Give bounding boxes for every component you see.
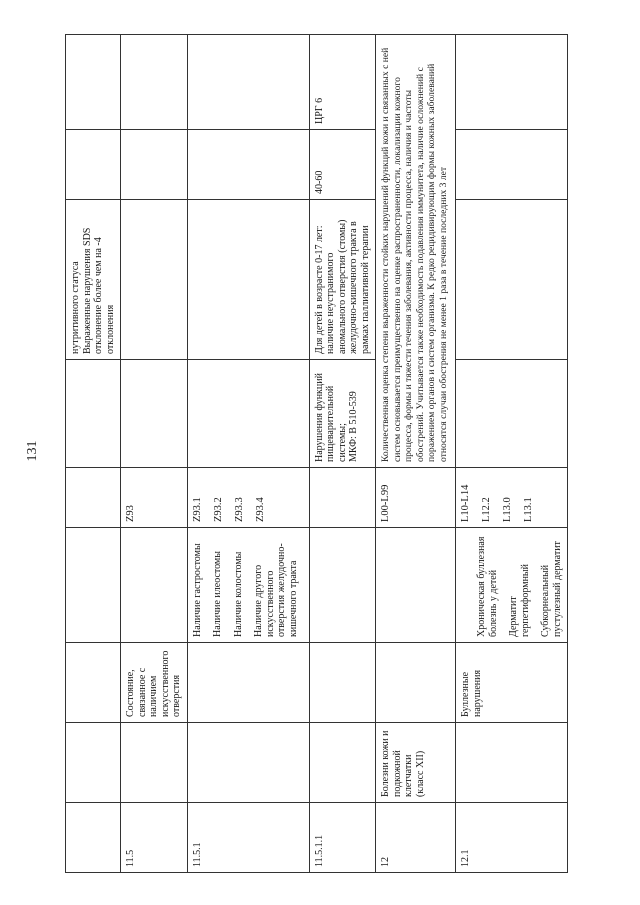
icd-code: Z93.3 [233, 497, 245, 522]
cell-percent [121, 130, 188, 200]
icd-code: Z93.4 [254, 497, 266, 522]
cell-class [187, 723, 309, 803]
icd-code: L12.2 [481, 497, 493, 522]
disease-item: Наличие гастростомы [191, 543, 203, 637]
cell-codes [187, 468, 309, 528]
icd-code: Z93.2 [212, 497, 224, 522]
cell-group: Состояние, связанное с наличием искусственного отверстия [121, 643, 188, 723]
disease-item: Наличие колостомы [232, 551, 244, 637]
cell-class [121, 723, 188, 803]
cell-criteria [187, 200, 309, 360]
icd-code: L00-L99 [380, 484, 391, 522]
cell-diseases [121, 528, 188, 643]
cell-num: 11.5 [121, 803, 188, 873]
cell-diseases [456, 528, 568, 643]
cell-percent [456, 130, 568, 200]
cell-num: 11.5.1.1 [309, 803, 376, 873]
disease-item: Дерматит герпетиформный [508, 564, 531, 637]
cell-percent [187, 130, 309, 200]
cell-diseases [376, 528, 456, 643]
cell-criteria: нутритивного статуса Выраженные нарушения SDS отклонение более чем на -4 отклонения [66, 200, 121, 360]
cell-parameter [456, 35, 568, 130]
icd-code: Z93 [125, 505, 136, 522]
cell-group [187, 643, 309, 723]
cell-parameter [187, 35, 309, 130]
cell-codes [456, 468, 568, 528]
cell-group [66, 643, 121, 723]
cell-percent: 40-60 [309, 130, 376, 200]
cell-parameter [66, 35, 121, 130]
cell-codes [309, 468, 376, 528]
table-row [376, 35, 456, 873]
cell-diseases [66, 528, 121, 643]
cell-num: 12.1 [456, 803, 568, 873]
cell-parameter: ЦРГ 6 [309, 35, 376, 130]
cell-class [309, 723, 376, 803]
table-row [121, 35, 188, 873]
table-row [456, 35, 568, 873]
table-row [187, 35, 309, 873]
cell-codes [121, 468, 188, 528]
cell-disorder [456, 360, 568, 468]
disease-item: Хроническая буллезная болезнь у детей [476, 536, 499, 637]
icd-code: L13.1 [523, 497, 535, 522]
cell-codes [66, 468, 121, 528]
cell-disorder [66, 360, 121, 468]
cell-num: 12 [376, 803, 456, 873]
cell-criteria [456, 200, 568, 360]
icd-code: Z93.1 [191, 497, 203, 522]
cell-num [66, 803, 121, 873]
disability-criteria-table [65, 34, 568, 873]
cell-diseases [187, 528, 309, 643]
disease-item: Наличие илеостомы [212, 551, 223, 637]
rotated-table-container [65, 35, 563, 873]
cell-class [66, 723, 121, 803]
icd-code: L10-L14 [460, 484, 471, 522]
disease-item: Наличие другого искусственного отверстия желудочно-кишечного тракта [253, 543, 299, 637]
cell-num: 11.5.1 [187, 803, 309, 873]
cell-group [309, 643, 376, 723]
cell-percent [66, 130, 121, 200]
cell-diseases [309, 528, 376, 643]
cell-group: Буллезные нарушения [456, 643, 568, 723]
cell-group [376, 643, 456, 723]
cell-criteria: Для детей в возрасте 0-17 лет: наличие неустранимого аномального отверстия (стомы) желудочно-кишечного тракта в рамках паллиативной терапии [309, 200, 376, 360]
cell-parameter [121, 35, 188, 130]
cell-disorder [121, 360, 188, 468]
cell-criteria [121, 200, 188, 360]
icd-code: L13.0 [502, 497, 514, 522]
table-row [309, 35, 376, 873]
cell-merged-description: Количественная оценка степени выраженности стойких нарушений функций кожи и связанных с ней систем основывается преимущественно на оценке распространенности, локализации кожного процесса, формы и тяжести течения заболевания, активности процесса, наличия и частоты обострений. Учитывается также необходимость подавления иммунитета, наличие осложнений с поражением органов и систем организма. К редко рецидивирующим формы кожных заболеваний относятся случаи обострения не менее 1 раза в течение последних 3 лет [376, 35, 456, 468]
cell-class: Болезни кожи и подкожной клетчатки (класс XII) [376, 723, 456, 803]
cell-disorder: Нарушения функций пищеварительной системы; МКФ: В 510-539 [309, 360, 376, 468]
cell-disorder [187, 360, 309, 468]
page-number: 131 [25, 440, 40, 462]
disease-item: Субкорнеальный пустулезный дерматит [540, 541, 563, 637]
table-row [66, 35, 121, 873]
cell-class [456, 723, 568, 803]
cell-codes [376, 468, 456, 528]
